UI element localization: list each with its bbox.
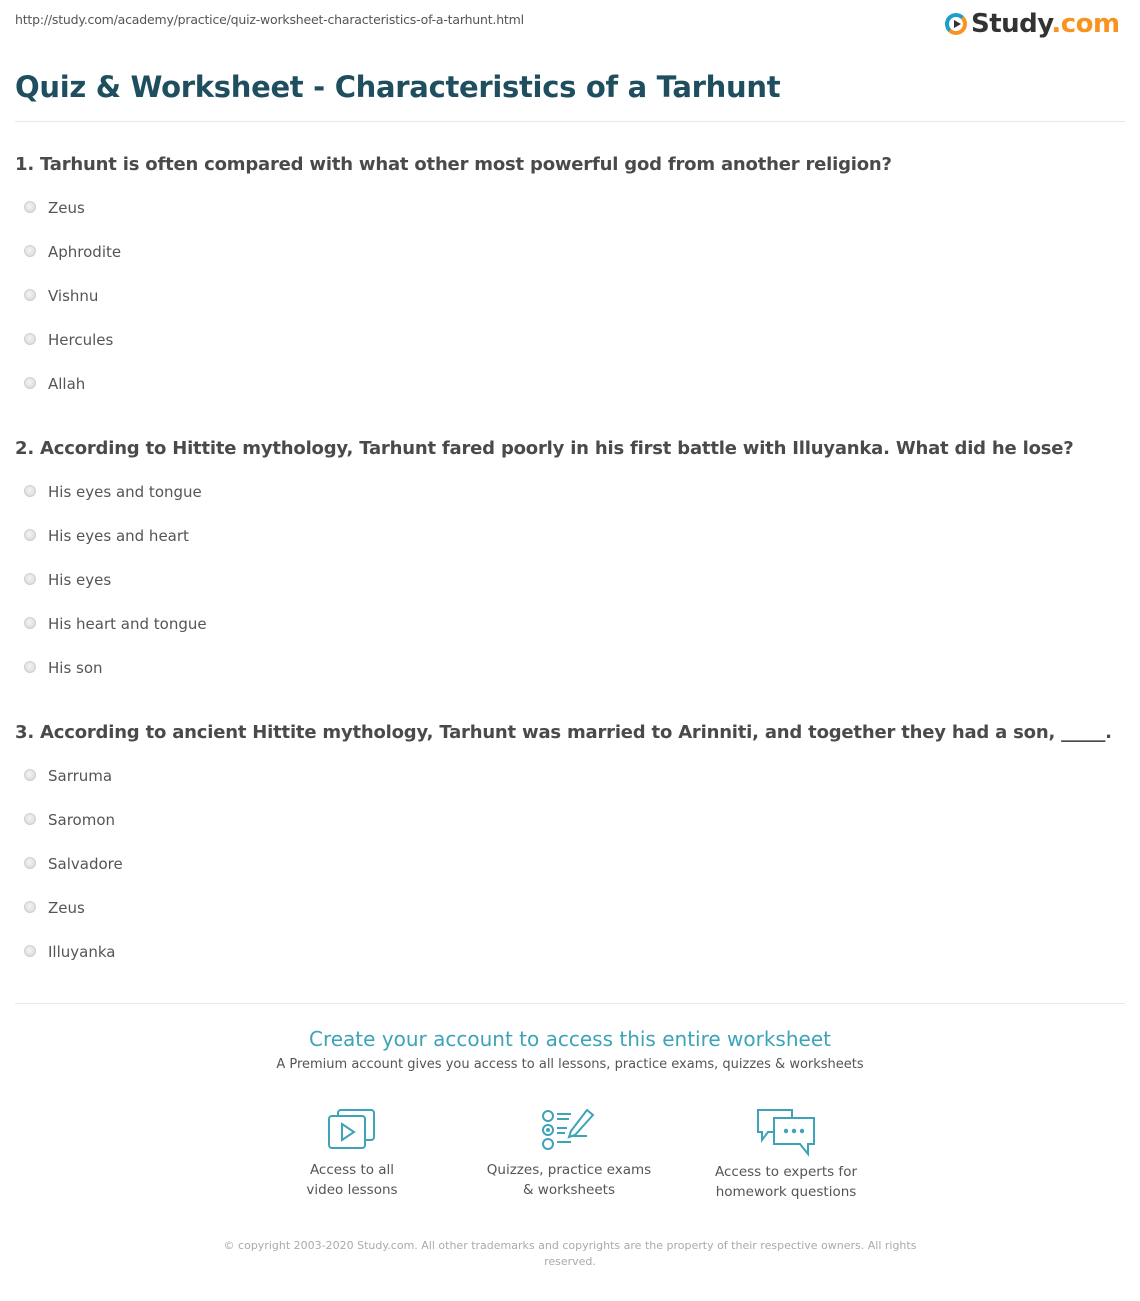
answer-option[interactable]: Zeus <box>15 187 892 231</box>
answer-option[interactable]: Vishnu <box>15 275 892 319</box>
title-divider <box>15 121 1125 122</box>
study-com-play-icon <box>945 13 967 35</box>
radio-button-icon[interactable] <box>24 377 36 389</box>
answer-options <box>15 471 1074 691</box>
premium-description: A Premium account gives you access to all lessons, practice exams, quizzes & worksheets <box>276 1057 864 1072</box>
answer-option[interactable]: Hercules <box>15 319 892 363</box>
feature-label: Access to all video lessons <box>306 1162 398 1198</box>
answer-option[interactable]: Salvadore <box>15 843 1112 887</box>
answer-option[interactable]: His son <box>15 647 1074 691</box>
answer-options <box>15 187 892 407</box>
feature-quizzes <box>469 1108 669 1200</box>
radio-button-icon[interactable] <box>24 945 36 957</box>
radio-button-icon[interactable] <box>24 333 36 345</box>
answer-option[interactable]: Allah <box>15 363 892 407</box>
radio-button-icon[interactable] <box>24 901 36 913</box>
question-1 <box>15 154 892 407</box>
question-2 <box>15 438 1074 691</box>
copyright-notice: © copyright 2003-2020 Study.com. All other trademarks and copyrights are the property of their respective owners. All rights reserved. <box>223 1239 917 1268</box>
create-account-link[interactable]: Create your account to access this entire worksheet <box>309 1027 831 1051</box>
section-divider <box>15 1003 1125 1004</box>
answer-options <box>15 755 1112 975</box>
radio-button-icon[interactable] <box>24 485 36 497</box>
question-text: 2. According to Hittite mythology, Tarhunt fared poorly in his first battle with Illuyanka. What did he lose? <box>15 438 1074 459</box>
radio-button-icon[interactable] <box>24 857 36 869</box>
answer-option[interactable]: Aphrodite <box>15 231 892 275</box>
radio-button-icon[interactable] <box>24 617 36 629</box>
question-text: 3. According to ancient Hittite mythology, Tarhunt was married to Arinniti, and together they had a son, _____. <box>15 722 1112 743</box>
feature-experts <box>686 1108 886 1202</box>
page-title: Quiz & Worksheet - Characteristics of a Tarhunt <box>15 70 781 104</box>
quiz-worksheet-icon <box>541 1108 597 1152</box>
radio-button-icon[interactable] <box>24 245 36 257</box>
answer-option[interactable]: Sarruma <box>15 755 1112 799</box>
radio-button-icon[interactable] <box>24 573 36 585</box>
answer-option[interactable]: His heart and tongue <box>15 603 1074 647</box>
radio-button-icon[interactable] <box>24 529 36 541</box>
answer-option[interactable]: His eyes and tongue <box>15 471 1074 515</box>
radio-button-icon[interactable] <box>24 813 36 825</box>
answer-option[interactable]: His eyes and heart <box>15 515 1074 559</box>
radio-button-icon[interactable] <box>24 769 36 781</box>
radio-button-icon[interactable] <box>24 289 36 301</box>
feature-video-lessons <box>252 1108 452 1200</box>
answer-option[interactable]: Zeus <box>15 887 1112 931</box>
answer-option[interactable]: Saromon <box>15 799 1112 843</box>
question-3 <box>15 722 1112 975</box>
feature-label: Access to experts for homework questions <box>714 1164 857 1200</box>
answer-option[interactable]: Illuyanka <box>15 931 1112 975</box>
answer-option[interactable]: His eyes <box>15 559 1074 603</box>
question-text: 1. Tarhunt is often compared with what other most powerful god from another religion? <box>15 154 892 175</box>
video-lessons-icon <box>326 1108 378 1152</box>
logo-text: Study.com <box>971 9 1120 39</box>
radio-button-icon[interactable] <box>24 201 36 213</box>
radio-button-icon[interactable] <box>24 661 36 673</box>
chat-experts-icon <box>754 1108 818 1158</box>
feature-label: Quizzes, practice exams & worksheets <box>486 1162 652 1198</box>
study-com-logo[interactable] <box>945 9 1120 39</box>
page-url: http://study.com/academy/practice/quiz-worksheet-characteristics-of-a-tarhunt.html <box>15 12 524 27</box>
